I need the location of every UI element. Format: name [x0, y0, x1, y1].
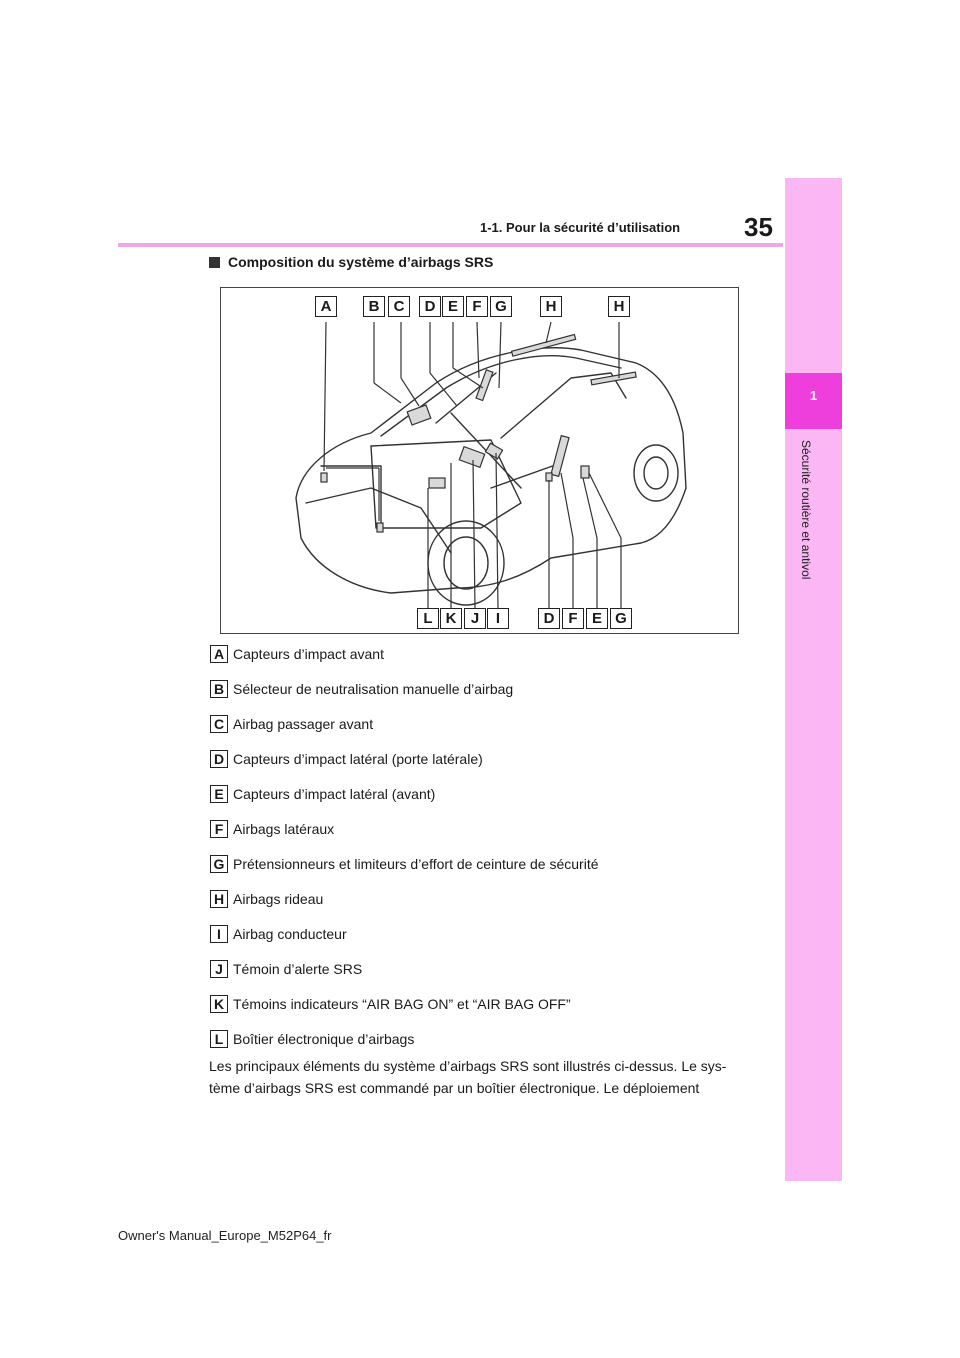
legend-item — [210, 645, 384, 663]
leader-J — [473, 460, 475, 608]
airbag-ecu — [429, 478, 445, 488]
legend-item — [210, 820, 334, 838]
rear-wheel — [634, 445, 678, 501]
callout-bottom-2: J — [464, 608, 486, 629]
callout-bottom-1: K — [440, 608, 462, 629]
callout-top-1: B — [363, 296, 385, 317]
leader-F — [477, 322, 479, 378]
callout-top-7: H — [540, 296, 562, 317]
callout-bottom-5: F — [562, 608, 584, 629]
callout-top-0: A — [315, 296, 337, 317]
legend-text: Capteurs d’impact latéral (avant) — [233, 786, 436, 802]
legend-key: C — [210, 715, 228, 733]
front-sensor-right — [377, 523, 383, 532]
legend-item — [210, 680, 513, 698]
b-pillar — [501, 373, 626, 438]
rear-wheel-rim — [644, 457, 668, 489]
body-paragraph-line-1: Les principaux éléments du système d’airbags SRS sont illustrés ci-dessus. Le sys- — [209, 1058, 727, 1074]
leader-I — [496, 453, 498, 608]
curtain-airbag-rear — [591, 372, 636, 385]
passenger-airbag — [407, 405, 431, 425]
chapter-number: 1 — [809, 388, 818, 403]
legend-key: E — [210, 785, 228, 803]
callout-bottom-0: L — [417, 608, 439, 629]
legend-text: Airbags rideau — [233, 891, 324, 907]
legend-text: Témoins indicateurs “AIR BAG ON” et “AIR BAG OFF” — [233, 996, 571, 1012]
leader-E-bottom2 — [583, 478, 597, 538]
header-rule — [118, 243, 783, 247]
legend-item — [210, 995, 571, 1013]
callout-top-2: C — [388, 296, 410, 317]
legend-text: Prétensionneurs et limiteurs d’effort de ceinture de sécurité — [233, 856, 599, 872]
legend-key: D — [210, 750, 228, 768]
center-module — [459, 447, 484, 468]
side-tab — [785, 178, 842, 1181]
legend-text: Capteurs d’impact latéral (porte latérale) — [233, 751, 483, 767]
legend-item — [210, 715, 373, 733]
callout-bottom-3: I — [487, 608, 509, 629]
page-number: 35 — [744, 212, 773, 242]
car-illustration — [221, 288, 740, 635]
callout-bottom-7: G — [610, 608, 632, 629]
legend-item — [210, 1030, 414, 1048]
steering-airbag — [485, 443, 502, 459]
footer-doc-id: Owner's Manual_Europe_M52P64_fr — [118, 1228, 332, 1243]
legend-text: Capteurs d’impact avant — [233, 646, 384, 662]
callout-top-4: E — [442, 296, 464, 317]
legend-text: Airbags latéraux — [233, 821, 335, 837]
legend-key: G — [210, 855, 228, 873]
roof-line — [381, 356, 621, 436]
front-sensor-left — [321, 473, 327, 482]
legend-key: B — [210, 680, 228, 698]
legend-item — [210, 785, 435, 803]
leader-C2 — [401, 378, 419, 406]
airbag-diagram — [220, 287, 739, 634]
pretensioner-rear — [581, 466, 589, 478]
chapter-title: Sécurité routière et antivol — [799, 440, 813, 580]
legend-text: Airbag passager avant — [233, 716, 374, 732]
body-paragraph — [209, 1055, 749, 1099]
leader-F-bottom2 — [561, 473, 573, 538]
legend-key: A — [210, 645, 228, 663]
legend-item — [210, 890, 323, 908]
front-wheel — [428, 521, 504, 605]
chapter-title-wrap — [758, 432, 868, 622]
section-heading — [209, 254, 493, 270]
curtain-airbag-front — [512, 335, 576, 357]
section-heading-text: Composition du système d’airbags SRS — [228, 254, 494, 270]
legend-key: L — [210, 1030, 228, 1048]
legend-text: Témoin d’alerte SRS — [233, 961, 363, 977]
body-paragraph-line-2: tème d’airbags SRS est commandé par un boîtier électronique. Le déploiement — [209, 1080, 700, 1096]
legend-text: Boîtier électronique d’airbags — [233, 1031, 415, 1047]
legend-key: H — [210, 890, 228, 908]
callout-top-6: G — [490, 296, 512, 317]
legend-text: Sélecteur de neutralisation manuelle d’airbag — [233, 681, 514, 697]
leader-G-bottom2 — [589, 473, 621, 538]
side-airbag — [551, 436, 569, 477]
callout-top-3: D — [419, 296, 441, 317]
callout-bottom-4: D — [538, 608, 560, 629]
car-body-outline — [296, 348, 686, 593]
callout-bottom-6: E — [586, 608, 608, 629]
legend-item — [210, 925, 347, 943]
callout-top-8: H — [608, 296, 630, 317]
heading-bullet-icon — [209, 257, 220, 268]
legend-text: Airbag conducteur — [233, 926, 347, 942]
legend-item — [210, 960, 362, 978]
leader-B2 — [374, 383, 401, 403]
legend-key: J — [210, 960, 228, 978]
side-sensor — [546, 473, 552, 481]
section-header-title: 1-1. Pour la sécurité d’utilisation — [480, 220, 681, 235]
legend-key: K — [210, 995, 228, 1013]
leader-H1 — [546, 322, 551, 343]
callout-top-5: F — [466, 296, 488, 317]
legend-key: F — [210, 820, 228, 838]
legend-item — [210, 750, 483, 768]
leader-A — [324, 322, 326, 471]
legend-key: I — [210, 925, 228, 943]
legend-item — [210, 855, 599, 873]
